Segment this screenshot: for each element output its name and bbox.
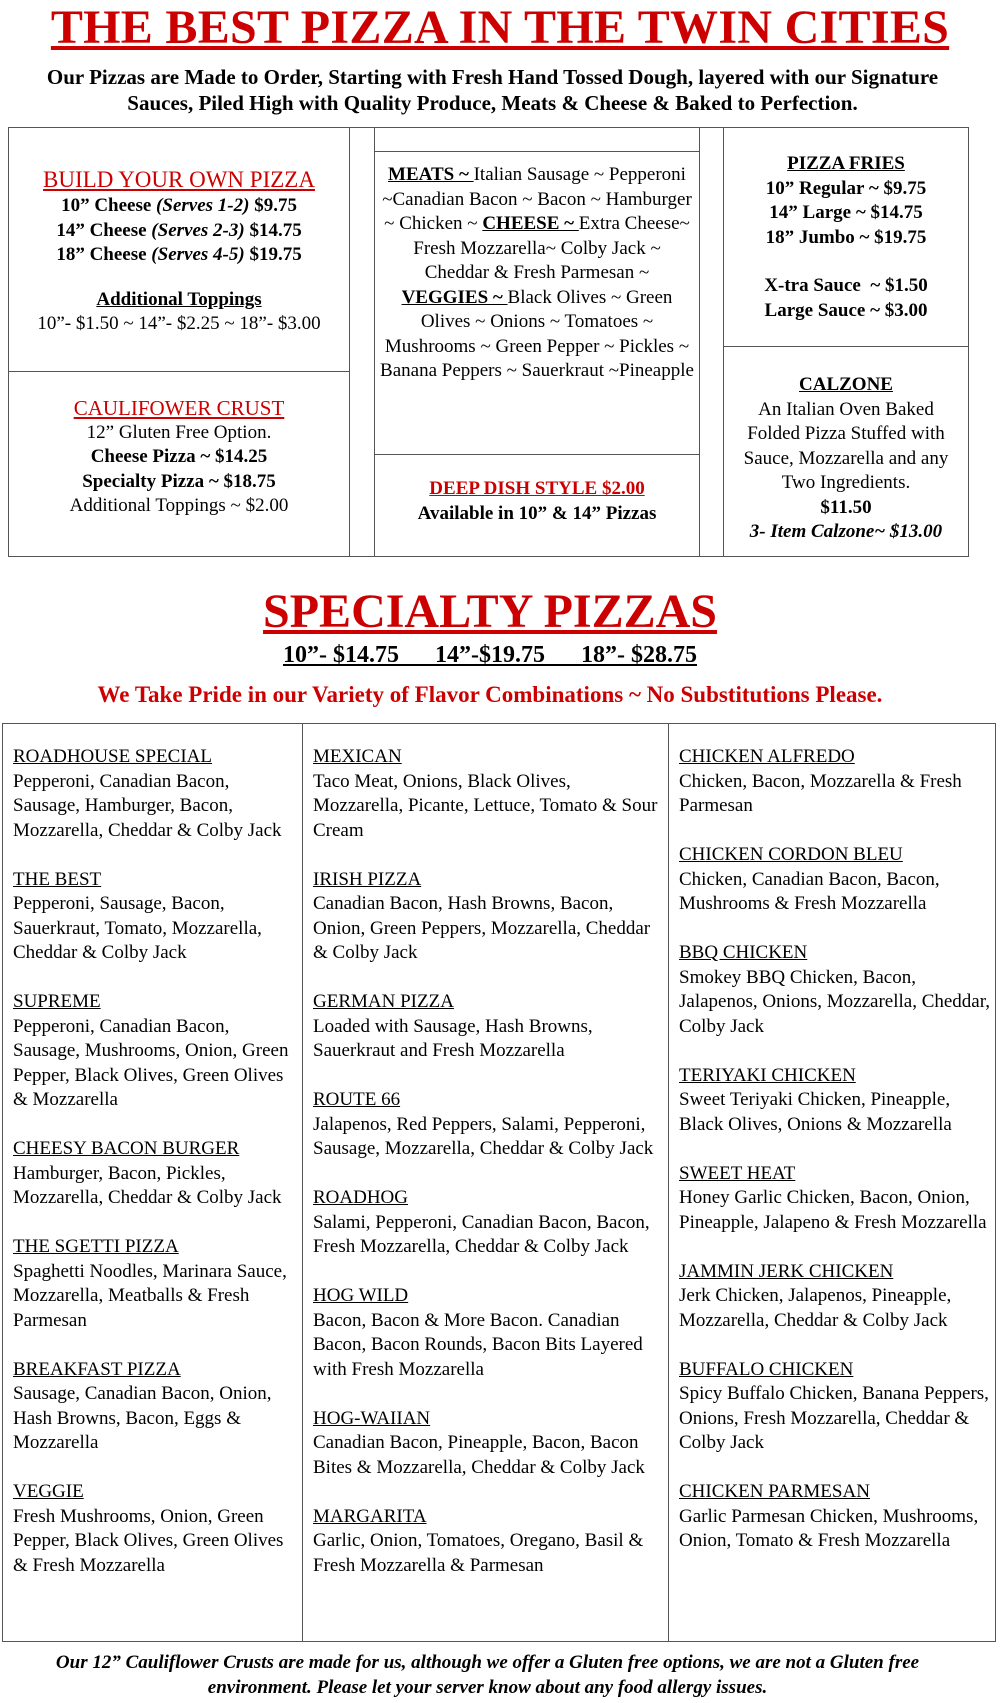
specialty-pizza-name: ROADHOG (313, 1187, 408, 1208)
sauce-line: Large Sauce ~ $3.00 (764, 299, 928, 321)
size-line: 14” Cheese (Serves 2-3) $14.75 (56, 219, 302, 241)
specialty-pizza-description: Honey Garlic Chicken, Bacon, Onion, Pineapple, Jalapeno & Fresh Mozzarella (679, 1187, 987, 1233)
specialty-pizza-item (313, 990, 663, 1064)
pizza-fries-heading: PIZZA FRIES (787, 153, 905, 174)
cauliflower-line: Additional Toppings ~ $2.00 (69, 495, 289, 516)
specialty-pizza-description: Salami, Pepperoni, Canadian Bacon, Bacon, Fresh Mozzarella, Cheddar & Colby Jack (313, 1211, 650, 1257)
divider-line (8, 371, 350, 372)
divider-left-narrow (349, 127, 375, 557)
fries-line: 14” Large ~ $14.75 (769, 202, 923, 223)
deep-dish-text: Available in 10” & 14” Pizzas (417, 502, 657, 524)
calzone-three-item: 3- Item Calzone~ $13.00 (749, 521, 943, 542)
cauliflower-line: 12” Gluten Free Option. (86, 421, 272, 443)
specialty-pizza-item (679, 1260, 991, 1334)
specialty-pizza-name: HOG WILD (313, 1285, 409, 1306)
specialty-pizza-name: CHEESY BACON BURGER (13, 1138, 240, 1159)
divider-right-narrow (699, 127, 724, 557)
specialty-tagline: We Take Pride in our Variety of Flavor Combinations ~ No Substitutions Please. (97, 682, 883, 707)
specialty-pizza-description: Loaded with Sausage, Hash Browns, Sauerkraut and Fresh Mozzarella (313, 1015, 593, 1061)
specialty-pizza-item (13, 1235, 298, 1333)
specialty-pizza-description: Pepperoni, Sausage, Bacon, Sauerkraut, Tomato, Mozzarella, Cheddar & Colby Jack (13, 893, 262, 963)
specialty-pizza-description: Pepperoni, Canadian Bacon, Sausage, Hamburger, Bacon, Mozzarella, Cheddar & Colby Jack (13, 770, 282, 841)
fries-line: 18” Jumbo ~ $19.75 (765, 226, 927, 248)
deep-dish-heading: DEEP DISH STYLE $2.00 (429, 478, 645, 499)
specialty-pizza-description: Spaghetti Noodles, Marinara Sauce, Mozzarella, Meatballs & Fresh Parmesan (13, 1260, 287, 1331)
specialty-pizza-description: Garlic, Onion, Tomatoes, Oregano, Basil & Fresh Mozzarella & Parmesan (313, 1530, 644, 1576)
divider-line (723, 346, 969, 347)
additional-toppings-heading: Additional Toppings (96, 288, 262, 310)
specialty-column-2 (313, 745, 663, 1603)
divider-line (374, 151, 700, 152)
cauliflower-line: Cheese Pizza ~ $14.25 (90, 446, 268, 467)
cauliflower-line: Specialty Pizza ~ $18.75 (82, 470, 276, 492)
divider-line (374, 454, 700, 455)
pizza-fries-section (725, 152, 967, 323)
cauliflower-heading: CAULIFOWER CRUST (73, 396, 285, 420)
calzone-section (740, 373, 952, 545)
meats-text: Italian Sausage ~ Pepperoni ~Canadian Bacon ~ Bacon ~ Hamburger ~ Chicken ~ (382, 164, 692, 234)
specialty-pizza-item (313, 1505, 663, 1579)
column-divider (302, 723, 303, 1642)
specialty-pizza-name: ROUTE 66 (313, 1089, 401, 1110)
specialty-pizza-name: THE BEST (13, 868, 102, 890)
specialty-pizza-name: TERIYAKI CHICKEN (679, 1064, 856, 1086)
specialty-pizza-description: Taco Meat, Onions, Black Olives, Mozzarella, Picante, Lettuce, Tomato & Sour Cream (313, 770, 658, 841)
specialty-pizza-name: SWEET HEAT (679, 1162, 796, 1184)
specialty-pizza-item (313, 1284, 663, 1382)
specialty-pizza-name: THE SGETTI PIZZA (13, 1236, 179, 1257)
deep-dish-section (376, 477, 698, 526)
specialty-pizza-description: Garlic Parmesan Chicken, Mushrooms, Onion, Tomato & Fresh Mozzarella (679, 1505, 979, 1551)
specialty-pizza-name: GERMAN PIZZA (313, 991, 454, 1012)
intro-text: Our Pizzas are Made to Order, Starting with Fresh Hand Tossed Dough, layered with our Signature Sauces, Piled High with Quality Produce, Meats & Cheese & Baked to Perfection. (46, 65, 939, 115)
specialty-pizza-description: Pepperoni, Canadian Bacon, Sausage, Mushrooms, Onion, Green Pepper, Black Olives, Green Olives & Mozzarella (13, 1015, 289, 1110)
specialty-pizza-description: Sausage, Canadian Bacon, Onion, Hash Browns, Bacon, Eggs & Mozzarella (13, 1383, 272, 1453)
specialty-pizza-description: Canadian Bacon, Pineapple, Bacon, Bacon Bites & Mozzarella, Cheddar & Colby Jack (313, 1432, 645, 1478)
specialty-pizza-item (13, 1358, 298, 1456)
page-title: THE BEST PIZZA IN THE TWIN CITIES (50, 1, 950, 54)
specialty-pizza-item (679, 1480, 991, 1554)
veggies-text: Black Olives ~ Green Olives ~ Onions ~ Tomatoes ~ Mushrooms ~ Green Pepper ~ Pickles ~ Banana Peppers ~ Sauerkraut ~Pineapple (380, 286, 694, 381)
column-divider (668, 723, 669, 1642)
specialty-pizza-item (679, 843, 991, 917)
calzone-description: An Italian Oven Baked Folded Pizza Stuffed with Sauce, Mozzarella and any Two Ingredients. (743, 398, 949, 493)
calzone-heading: CALZONE (799, 374, 893, 395)
toppings-section (380, 163, 694, 384)
specialty-pizza-name: MARGARITA (313, 1505, 427, 1527)
specialty-pizza-name: MEXICAN (313, 746, 402, 767)
specialty-pizza-item (13, 868, 298, 966)
specialty-pizza-description: Bacon, Bacon & More Bacon. Canadian Bacon, Bacon Rounds, Bacon Bits Layered with Fresh Mozzarella (313, 1309, 643, 1380)
specialty-pizza-name: CHICKEN CORDON BLEU (679, 844, 903, 865)
allergy-footer: Our 12” Cauliflower Crusts are made for us, although we offer a Gluten free options, we are not a Gluten free environment. Please let your server know about any food allergy issues. (55, 1652, 920, 1698)
specialty-pizza-item (679, 1162, 991, 1236)
specialty-pizza-description: Canadian Bacon, Hash Browns, Bacon, Onion, Green Peppers, Mozzarella, Cheddar & Colby Jack (313, 893, 651, 963)
specialty-pizza-item (313, 745, 663, 843)
sauce-line: X-tra Sauce ~ $1.50 (764, 275, 928, 296)
build-your-own-section (10, 166, 348, 337)
specialty-pizza-item (313, 1186, 663, 1260)
specialty-pizza-name: BUFFALO CHICKEN (679, 1358, 854, 1380)
specialty-pizza-item (13, 990, 298, 1113)
specialty-title: SPECIALTY PIZZAS (263, 585, 717, 638)
specialty-pizza-item (679, 1358, 991, 1456)
specialty-pizza-name: BREAKFAST PIZZA (13, 1358, 181, 1380)
specialty-pizza-name: SUPREME (13, 991, 101, 1012)
size-line: 10” Cheese (Serves 1-2) $9.75 (61, 195, 297, 216)
additional-toppings-prices: 10”- $1.50 ~ 14”- $2.25 ~ 18”- $3.00 (37, 313, 321, 334)
specialty-pizza-name: ROADHOUSE SPECIAL (13, 746, 212, 767)
size-line: 18” Cheese (Serves 4-5) $19.75 (56, 244, 302, 265)
specialty-pizza-description: Hamburger, Bacon, Pickles, Mozzarella, Cheddar & Colby Jack (13, 1162, 282, 1208)
meats-label: MEATS ~ (388, 164, 474, 185)
specialty-pizza-description: Jalapenos, Red Peppers, Salami, Pepperoni, Sausage, Mozzarella, Cheddar & Colby Jack (313, 1113, 654, 1159)
specialty-pizza-description: Sweet Teriyaki Chicken, Pineapple, Black Olives, Onions & Mozzarella (679, 1089, 952, 1135)
specialty-pizza-item (313, 1407, 663, 1481)
specialty-pizza-name: VEGGIE (13, 1481, 84, 1502)
cheese-text: Extra Cheese~ Fresh Mozzarella~ Colby Jack ~ Cheddar & Fresh Parmesan ~ (413, 213, 690, 283)
specialty-pizza-name: HOG-WAIIAN (313, 1407, 431, 1429)
cheese-label: CHEESE ~ (482, 213, 579, 234)
specialty-pizza-description: Jerk Chicken, Jalapenos, Pineapple, Mozzarella, Cheddar & Colby Jack (679, 1285, 952, 1331)
specialty-pizza-description: Smokey BBQ Chicken, Bacon, Jalapenos, Onions, Mozzarella, Cheddar, Colby Jack (679, 966, 991, 1037)
specialty-pizza-description: Fresh Mushrooms, Onion, Green Pepper, Black Olives, Green Olives & Fresh Mozzarella (13, 1505, 284, 1576)
build-your-own-heading: BUILD YOUR OWN PIZZA (43, 167, 315, 192)
specialty-pizza-name: JAMMIN JERK CHICKEN (679, 1260, 894, 1282)
specialty-pizza-description: Spicy Buffalo Chicken, Banana Peppers, Onions, Fresh Mozzarella, Cheddar & Colby Jack (679, 1383, 989, 1453)
specialty-pizza-item (13, 745, 298, 843)
specialty-pizza-description: Chicken, Canadian Bacon, Bacon, Mushrooms & Fresh Mozzarella (679, 868, 940, 914)
specialty-pizza-item (679, 1064, 991, 1138)
calzone-price: $11.50 (820, 496, 872, 518)
specialty-pizza-item (13, 1137, 298, 1211)
specialty-pizza-item (313, 868, 663, 966)
specialty-pizza-description: Chicken, Bacon, Mozzarella & Fresh Parmesan (679, 770, 962, 816)
cauliflower-section (10, 396, 348, 519)
specialty-pizza-name: BBQ CHICKEN (679, 942, 808, 963)
specialty-prices: 10”- $14.75 14”-$19.75 18”- $28.75 (283, 642, 697, 668)
specialty-pizza-name: CHICKEN ALFREDO (679, 746, 855, 767)
veggies-label: VEGGIES ~ (401, 286, 508, 308)
specialty-column-1 (13, 745, 298, 1603)
specialty-column-3 (679, 745, 991, 1578)
specialty-pizza-item (13, 1480, 298, 1578)
specialty-pizza-item (313, 1088, 663, 1162)
specialty-pizza-item (679, 745, 991, 819)
specialty-pizza-item (679, 941, 991, 1039)
fries-line: 10” Regular ~ $9.75 (765, 177, 927, 199)
specialty-pizza-name: CHICKEN PARMESAN (679, 1481, 870, 1502)
specialty-pizza-name: IRISH PIZZA (313, 868, 422, 890)
